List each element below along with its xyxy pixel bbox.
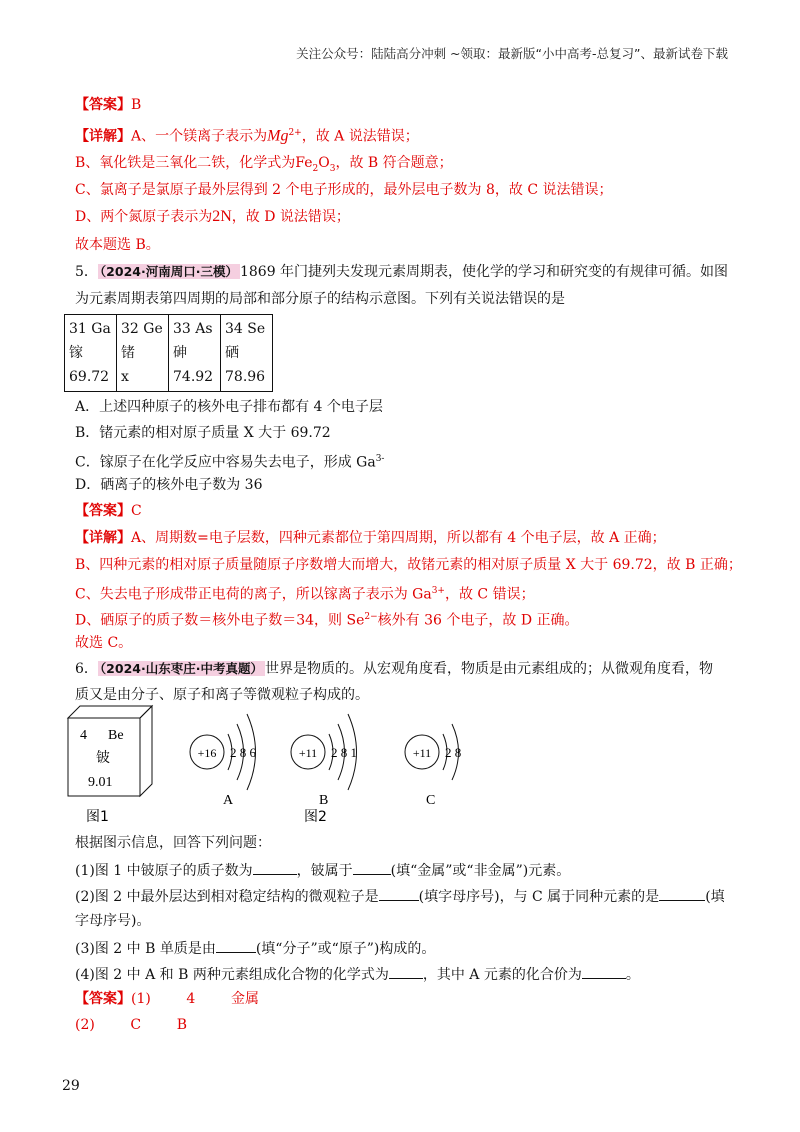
q5-source-tag: （2024·河南周口·三模）	[99, 264, 238, 279]
q6-answer-2: (2) C B	[75, 1017, 188, 1033]
q5-detail-c: C、失去电子形成带正电荷的离子，所以镓离子表示为 $Ga^{3+}$，故 C 错误；	[75, 586, 535, 603]
q5-answer: 【答案】C	[75, 503, 142, 519]
q5-detail-a: 【详解】A、周期数=电子层数，四种元素都位于第四周期，所以都有 4 个电子层，故 A 正确；	[75, 530, 666, 546]
element-cell-ga: 31 Ga 镓 69.72	[65, 315, 117, 392]
beryllium-element-box	[68, 706, 152, 796]
svg-text:A: A	[223, 793, 234, 808]
q6-intro: 根据图示信息，回答下列问题：	[75, 835, 271, 851]
q6-part-4: (4)图 2 中 A 和 B 两种元素组成化合物的化学式为 ，其中 A 元素的化合价为 。	[75, 964, 640, 984]
be-symbol: Be	[108, 728, 124, 743]
q6-part-2: (2)图 2 中最外层达到相对稳定结构的微观粒子是 (填字母序号)，与 C 属于同种元素的是 (填	[75, 886, 725, 906]
q6-part-1: (1)图 1 中铍原子的质子数为 ，铍属于 (填“金属”或“非金属”)元素。	[75, 860, 570, 880]
q6-stem-2: 质又是由分子、原子和离子等微观粒子构成的。	[75, 687, 369, 703]
element-cell-as: 33 As 砷 74.92	[169, 315, 221, 392]
q6-answer-1: 【答案】(1) 4 金属	[75, 991, 259, 1007]
q4-detail-c: C、氯离子是氯原子最外层得到 2 个电子形成的，最外层电子数为 8，故 C 说法错误；	[75, 182, 613, 198]
q5-option-b: B．锗元素的相对原子质量 X 大于 69.72	[75, 425, 331, 441]
q5-option-a: A．上述四种原子的核外电子排布都有 4 个电子层	[75, 399, 383, 415]
svg-text:2 8: 2 8	[445, 745, 462, 760]
svg-text:+11: +11	[298, 746, 318, 760]
svg-text:+11: +11	[412, 746, 432, 760]
svg-text:2 8 1: 2 8 1	[331, 745, 357, 760]
element-cell-se: 34 Se 硒 78.96	[221, 315, 273, 392]
be-mass: 9.01	[88, 775, 113, 790]
q5-stem-2: 为元素周期表第四周期的局部和部分原子的结构示意图。下列有关说法错误的是	[75, 291, 565, 307]
q6-source-tag: （2024·山东枣庄·中考真题）	[99, 661, 263, 676]
fig2-caption: 图2	[304, 809, 327, 825]
q6-figures	[60, 704, 480, 826]
q4-detail-a: 【详解】A、一个镁离子表示为$Mg^{2+}$，故 A 说法错误；	[75, 127, 419, 145]
svg-text:2 8 6: 2 8 6	[230, 745, 256, 760]
page-number: 29	[62, 1078, 80, 1094]
q6-stem: 6． （2024·山东枣庄·中考真题） 世界是物质的。从宏观角度看，物质是由元素组成的；从微观角度看，物	[75, 661, 713, 677]
fig1-caption: 图1	[86, 809, 109, 825]
q6-part-2-cont: 字母序号)。	[75, 913, 151, 929]
q5-option-c: C．镓原子在化学反应中容易失去电子，形成 $Ga^{3-}$	[75, 454, 385, 471]
atom-structure-b	[291, 714, 357, 808]
svg-text:B: B	[319, 793, 329, 808]
svg-text:C: C	[426, 793, 436, 808]
element-cell-ge: 32 Ge 锗 x	[117, 315, 169, 392]
be-atomic-number: 4	[80, 728, 87, 743]
q5-detail-b: B、四种元素的相对原子质量随原子序数增大而增大，故锗元素的相对原子质量 X 大于 69.72，故 B 正确；	[75, 557, 742, 573]
atom-structure-a	[190, 714, 257, 808]
q5-option-d: D．硒离子的核外电子数为 36	[75, 477, 263, 493]
q4-conclusion: 故本题选 B。	[75, 237, 160, 253]
svg-text:+16: +16	[197, 746, 217, 760]
q5-detail-d: D、硒原子的质子数＝核外电子数＝34，则 $Se^{2-}$核外有 36 个电子，故 D 正确。	[75, 612, 579, 629]
q5-stem: 5． （2024·河南周口·三模） 1869 年门捷列夫发现元素周期表，使化学的学习和研究变的有规律可循。如图	[75, 264, 729, 280]
atom-structure-c	[405, 724, 461, 808]
q4-answer: 【答案】B	[75, 97, 142, 113]
page-header: 关注公众号：陆陆高分冲刺 ~领取：最新版“小中高考-总复习”、最新试卷下载	[296, 46, 728, 61]
q4-detail-b: B、氧化铁是三氧化二铁，化学式为$Fe_2O_3$，故 B 符合题意；	[75, 155, 453, 174]
periodic-table-excerpt	[64, 314, 273, 392]
q4-detail-d: D、两个氮原子表示为2N，故 D 说法错误；	[75, 208, 350, 225]
q5-conclusion: 故选 C。	[75, 635, 133, 651]
q6-part-3: (3)图 2 中 B 单质是由 (填“分子”或“原子”)构成的。	[75, 938, 435, 958]
be-name: 铍	[96, 750, 110, 766]
